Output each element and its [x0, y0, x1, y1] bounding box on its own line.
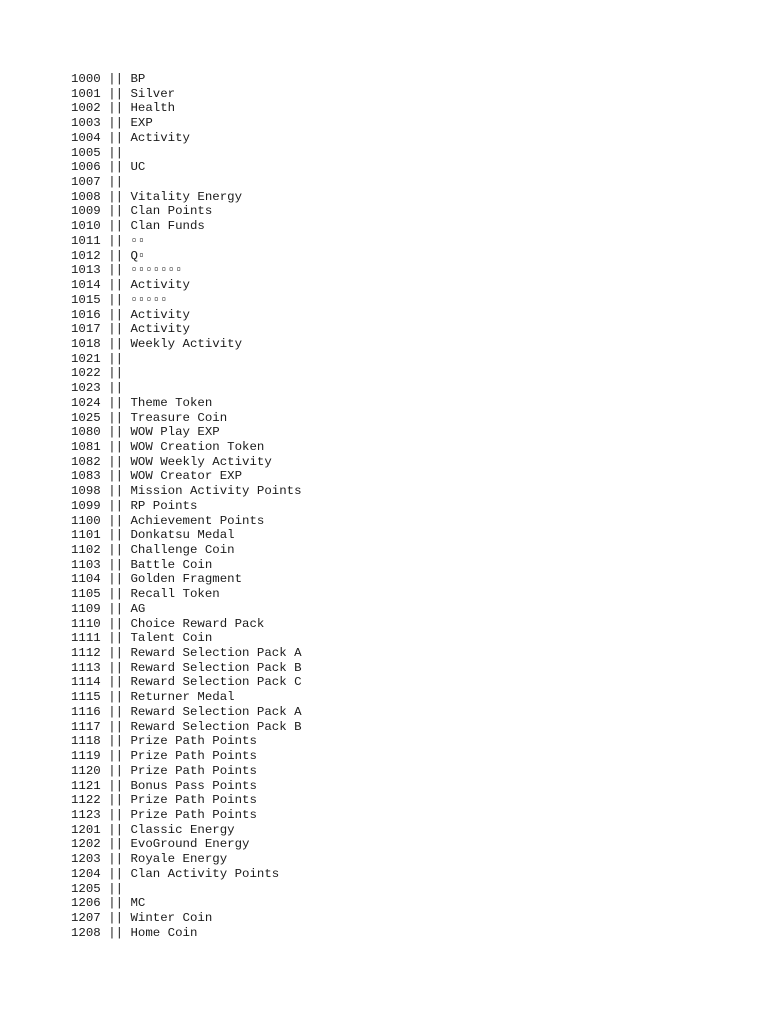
item-id: 1010 — [71, 219, 101, 234]
separator: || — [108, 145, 124, 160]
item-id: 1098 — [71, 484, 101, 499]
separator: || — [108, 116, 124, 131]
item-name: Mission Activity Points — [130, 484, 302, 499]
separator: || — [108, 454, 124, 469]
separator: || — [108, 101, 124, 116]
list-item — [71, 793, 302, 808]
list-item — [71, 779, 302, 794]
separator: || — [108, 292, 124, 307]
item-name: Theme Token — [130, 395, 213, 410]
item-id: 1082 — [71, 454, 101, 469]
item-name: Returner Medal — [130, 690, 235, 705]
item-name: Prize Path Points — [130, 793, 257, 808]
list-item — [71, 219, 302, 234]
list-item — [71, 411, 302, 426]
item-id: 1122 — [71, 793, 101, 808]
item-id: 1114 — [71, 675, 101, 690]
item-id: 1000 — [71, 72, 101, 86]
item-name: Treasure Coin — [130, 410, 228, 425]
item-name: Clan Points — [130, 204, 213, 219]
item-id: 1011 — [71, 233, 101, 248]
separator: || — [108, 896, 124, 911]
item-id: 1121 — [71, 778, 101, 793]
item-name: Activity — [130, 307, 190, 322]
list-item — [71, 690, 302, 705]
list-item — [71, 366, 302, 381]
item-name: Reward Selection Pack C — [130, 675, 302, 690]
item-name: Clan Activity Points — [130, 866, 280, 881]
item-id: 1081 — [71, 439, 101, 454]
item-id: 1207 — [71, 910, 101, 925]
item-name: ▫▫▫▫▫ — [130, 292, 168, 307]
list-item — [71, 160, 302, 175]
separator: || — [108, 72, 124, 86]
item-id: 1018 — [71, 336, 101, 351]
item-id: 1202 — [71, 837, 101, 852]
item-id: 1080 — [71, 425, 101, 440]
item-id: 1005 — [71, 145, 101, 160]
list-item — [71, 675, 302, 690]
separator: || — [108, 852, 124, 867]
separator: || — [108, 278, 124, 293]
list-item — [71, 705, 302, 720]
list-item — [71, 543, 302, 558]
item-id: 1105 — [71, 587, 101, 602]
list-item — [71, 514, 302, 529]
separator: || — [108, 130, 124, 145]
list-item — [71, 764, 302, 779]
separator: || — [108, 793, 124, 808]
list-item — [71, 528, 302, 543]
separator: || — [108, 248, 124, 263]
item-id: 1006 — [71, 160, 101, 175]
item-name: Reward Selection Pack A — [130, 704, 302, 719]
list-item — [71, 587, 302, 602]
separator: || — [108, 351, 124, 366]
item-name: Activity — [130, 322, 190, 337]
list-item — [71, 278, 302, 293]
item-name: Winter Coin — [130, 910, 213, 925]
item-name: Golden Fragment — [130, 572, 243, 587]
item-id: 1083 — [71, 469, 101, 484]
item-id: 1025 — [71, 410, 101, 425]
item-name: WOW Creation Token — [130, 439, 265, 454]
item-id: 1008 — [71, 189, 101, 204]
item-id: 1099 — [71, 498, 101, 513]
item-id: 1024 — [71, 395, 101, 410]
item-id: 1016 — [71, 307, 101, 322]
list-item — [71, 499, 302, 514]
list-item — [71, 631, 302, 646]
separator: || — [108, 675, 124, 690]
item-name: Prize Path Points — [130, 734, 257, 749]
list-item — [71, 146, 302, 161]
item-name: Health — [130, 101, 176, 116]
item-id: 1017 — [71, 322, 101, 337]
item-name: Reward Selection Pack A — [130, 646, 302, 661]
list-item — [71, 425, 302, 440]
list-item — [71, 322, 302, 337]
item-name: BP — [130, 72, 146, 86]
list-item — [71, 440, 302, 455]
list-item — [71, 455, 302, 470]
item-name: Reward Selection Pack B — [130, 660, 302, 675]
list-item — [71, 734, 302, 749]
item-id: 1013 — [71, 263, 101, 278]
list-item — [71, 72, 302, 87]
item-id: 1101 — [71, 528, 101, 543]
item-name: Achievement Points — [130, 513, 265, 528]
item-name: Bonus Pass Points — [130, 778, 257, 793]
separator: || — [108, 469, 124, 484]
separator: || — [108, 513, 124, 528]
list-item — [71, 484, 302, 499]
item-name: Silver — [130, 86, 176, 101]
list-item — [71, 263, 302, 278]
list-item — [71, 867, 302, 882]
list-item — [71, 882, 302, 897]
item-name: Talent Coin — [130, 631, 213, 646]
separator: || — [108, 704, 124, 719]
separator: || — [108, 631, 124, 646]
item-id: 1002 — [71, 101, 101, 116]
separator: || — [108, 837, 124, 852]
item-name: AG — [130, 601, 146, 616]
item-id: 1015 — [71, 292, 101, 307]
item-name: Reward Selection Pack B — [130, 719, 302, 734]
item-id: 1206 — [71, 896, 101, 911]
item-name: EXP — [130, 116, 153, 131]
item-id: 1116 — [71, 704, 101, 719]
separator: || — [108, 336, 124, 351]
separator: || — [108, 778, 124, 793]
separator: || — [108, 263, 124, 278]
list-item — [71, 234, 302, 249]
item-name: Vitality Energy — [130, 189, 243, 204]
separator: || — [108, 160, 124, 175]
separator: || — [108, 572, 124, 587]
item-id: 1009 — [71, 204, 101, 219]
item-id: 1204 — [71, 866, 101, 881]
item-id: 1113 — [71, 660, 101, 675]
separator: || — [108, 616, 124, 631]
list-item — [71, 131, 302, 146]
list-item — [71, 352, 302, 367]
separator: || — [108, 807, 124, 822]
item-id: 1104 — [71, 572, 101, 587]
item-name: Royale Energy — [130, 852, 228, 867]
item-id: 1022 — [71, 366, 101, 381]
item-id: 1115 — [71, 690, 101, 705]
separator: || — [108, 204, 124, 219]
separator: || — [108, 763, 124, 778]
item-id: 1014 — [71, 278, 101, 293]
item-id: 1004 — [71, 130, 101, 145]
item-name: Home Coin — [130, 925, 198, 940]
item-name: Donkatsu Medal — [130, 528, 235, 543]
item-name: RP Points — [130, 498, 198, 513]
separator: || — [108, 366, 124, 381]
item-id: 1003 — [71, 116, 101, 131]
list-item — [71, 204, 302, 219]
separator: || — [108, 925, 124, 940]
item-name: Activity — [130, 278, 190, 293]
list-item — [71, 602, 302, 617]
item-name: WOW Play EXP — [130, 425, 220, 440]
separator: || — [108, 557, 124, 572]
item-id: 1123 — [71, 807, 101, 822]
item-name: WOW Creator EXP — [130, 469, 243, 484]
item-name: WOW Weekly Activity — [130, 454, 272, 469]
list-item — [71, 116, 302, 131]
separator: || — [108, 690, 124, 705]
separator: || — [108, 881, 124, 896]
separator: || — [108, 381, 124, 396]
list-item — [71, 911, 302, 926]
list-item — [71, 337, 302, 352]
list-item — [71, 749, 302, 764]
list-item — [71, 293, 302, 308]
list-item — [71, 87, 302, 102]
item-id: 1203 — [71, 852, 101, 867]
list-item — [71, 852, 302, 867]
item-id: 1100 — [71, 513, 101, 528]
item-name: EvoGround Energy — [130, 837, 250, 852]
list-item — [71, 808, 302, 823]
separator: || — [108, 189, 124, 204]
list-item — [71, 396, 302, 411]
item-id: 1109 — [71, 601, 101, 616]
item-id: 1012 — [71, 248, 101, 263]
separator: || — [108, 307, 124, 322]
item-name: ▫▫▫▫▫▫▫ — [130, 263, 183, 278]
separator: || — [108, 233, 124, 248]
item-name: Recall Token — [130, 587, 220, 602]
item-name: Classic Energy — [130, 822, 235, 837]
item-id: 1103 — [71, 557, 101, 572]
list-item — [71, 837, 302, 852]
separator: || — [108, 425, 124, 440]
currency-id-list — [71, 72, 302, 940]
item-id: 1120 — [71, 763, 101, 778]
separator: || — [108, 86, 124, 101]
item-name: MC — [130, 896, 146, 911]
item-name: Prize Path Points — [130, 763, 257, 778]
separator: || — [108, 646, 124, 661]
list-item — [71, 896, 302, 911]
item-id: 1102 — [71, 543, 101, 557]
separator: || — [108, 719, 124, 734]
list-item — [71, 823, 302, 838]
separator: || — [108, 484, 124, 499]
separator: || — [108, 322, 124, 337]
item-name: ▫▫ — [130, 233, 146, 248]
item-name: UC — [130, 160, 146, 175]
item-name: Challenge Coin — [130, 543, 235, 557]
separator: || — [108, 395, 124, 410]
list-item — [71, 190, 302, 205]
item-id: 1110 — [71, 616, 101, 631]
list-item — [71, 661, 302, 676]
separator: || — [108, 543, 124, 557]
item-id: 1111 — [71, 631, 101, 646]
item-name: Battle Coin — [130, 557, 213, 572]
item-id: 1201 — [71, 822, 101, 837]
separator: || — [108, 528, 124, 543]
separator: || — [108, 734, 124, 749]
separator: || — [108, 219, 124, 234]
list-item — [71, 381, 302, 396]
separator: || — [108, 866, 124, 881]
item-id: 1112 — [71, 646, 101, 661]
separator: || — [108, 660, 124, 675]
item-id: 1023 — [71, 381, 101, 396]
separator: || — [108, 749, 124, 764]
list-item — [71, 572, 302, 587]
item-id: 1007 — [71, 175, 101, 190]
item-id: 1119 — [71, 749, 101, 764]
separator: || — [108, 822, 124, 837]
list-item — [71, 249, 302, 264]
item-id: 1208 — [71, 925, 101, 940]
list-item — [71, 558, 302, 573]
list-item — [71, 617, 302, 632]
item-name: Weekly Activity — [130, 336, 243, 351]
item-name: Clan Funds — [130, 219, 205, 234]
separator: || — [108, 498, 124, 513]
item-id: 1205 — [71, 881, 101, 896]
separator: || — [108, 910, 124, 925]
item-name: Activity — [130, 130, 190, 145]
separator: || — [108, 175, 124, 190]
separator: || — [108, 587, 124, 602]
list-item — [71, 101, 302, 116]
list-item — [71, 175, 302, 190]
list-item — [71, 469, 302, 484]
list-item — [71, 308, 302, 323]
separator: || — [108, 601, 124, 616]
separator: || — [108, 439, 124, 454]
item-id: 1021 — [71, 351, 101, 366]
list-item — [71, 646, 302, 661]
item-name: Prize Path Points — [130, 807, 257, 822]
list-item — [71, 926, 302, 941]
separator: || — [108, 410, 124, 425]
item-name: Choice Reward Pack — [130, 616, 265, 631]
item-id: 1118 — [71, 734, 101, 749]
item-id: 1001 — [71, 86, 101, 101]
item-name: Q▫ — [130, 248, 146, 263]
list-item — [71, 720, 302, 735]
item-id: 1117 — [71, 719, 101, 734]
item-name: Prize Path Points — [130, 749, 257, 764]
